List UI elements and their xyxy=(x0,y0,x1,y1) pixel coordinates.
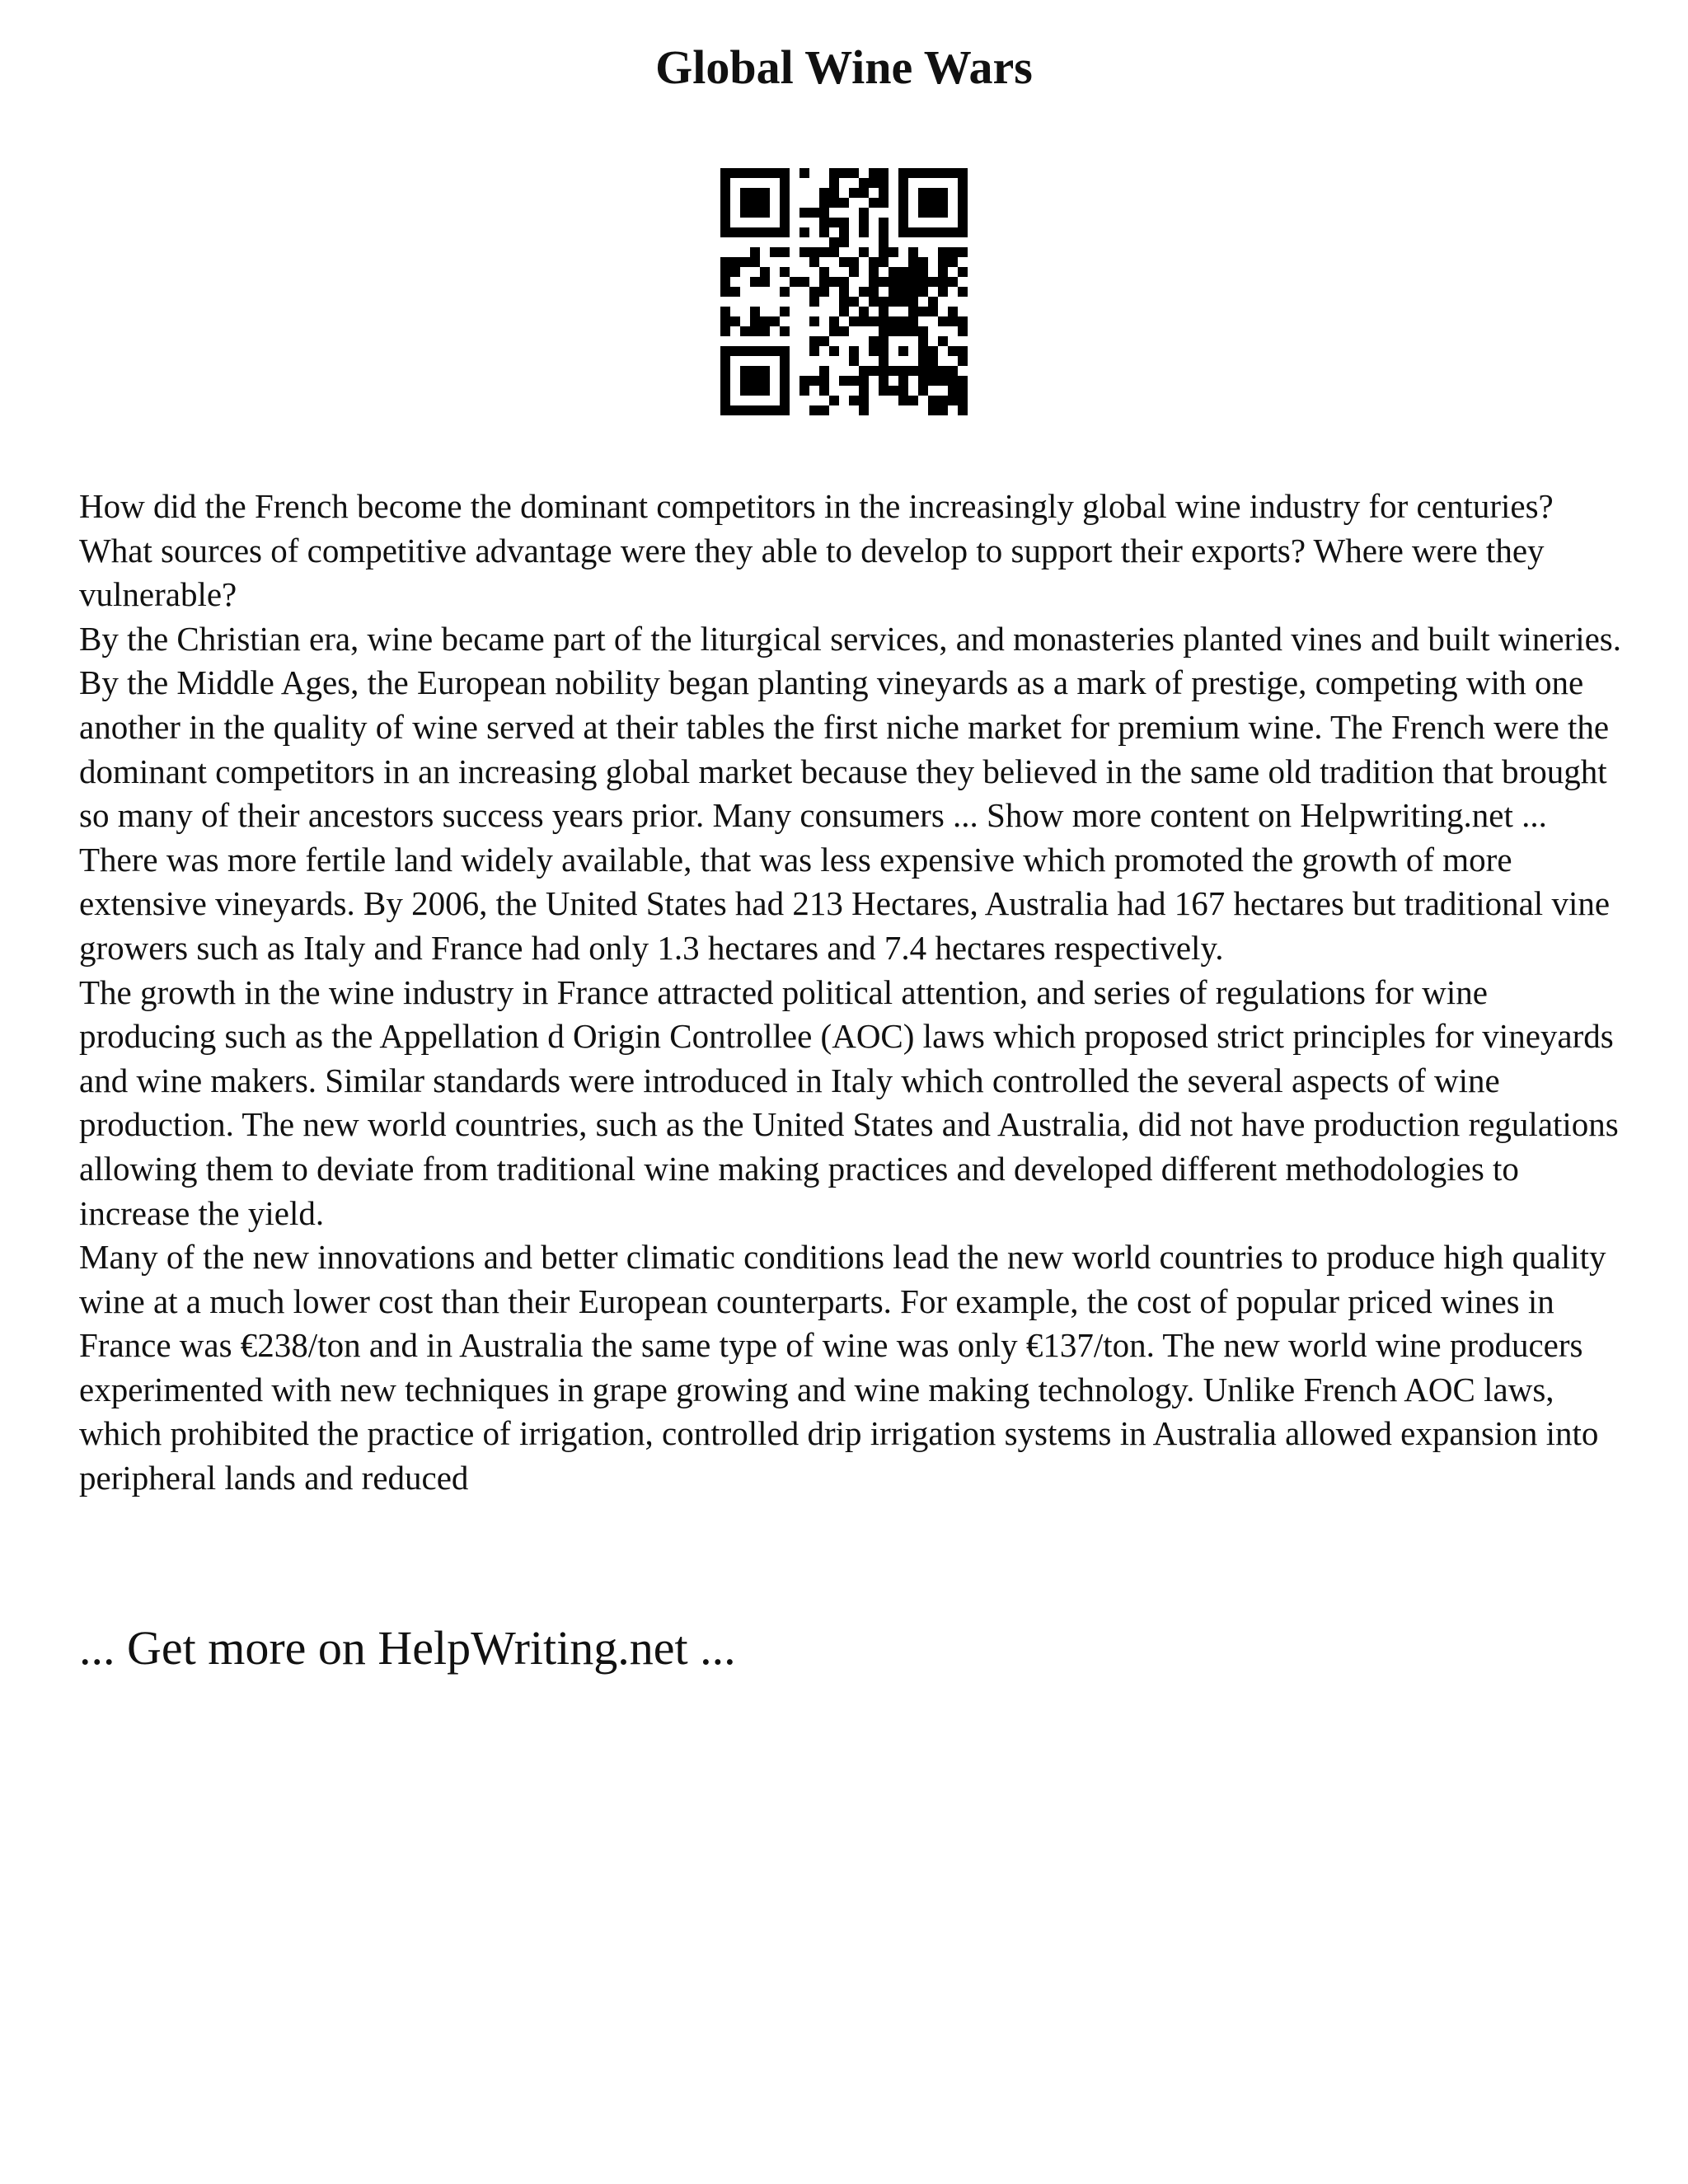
paragraph: By the Christian era, wine became part of the liturgical services, and monasteries planted vines and built wineries. By the Middle Ages, the European nobility began planting vineyards as a mark of prestige, competing with one another in the quality of wine served at their tables the first niche market for premium wine. The French were the dominant competitors in an increasing global market because they believed in the same old tradition that brought so many of their ancestors success years prior. Many consumers ... Show more content on Helpwriting.net ... xyxy=(79,619,1622,835)
paragraph: The growth in the wine industry in France attracted political attention, and series of regulations for wine producing such as the Appellation d Origin Controllee (AOC) laws which proposed strict principles for vineyards and wine makers. Similar standards were introduced in Italy which controlled the several aspects of wine production. The new world countries, such as the United States and Australia, did not have production regulations allowing them to deviate from traditional wine making practices and developed different methodologies to increase the yield. xyxy=(79,972,1619,1232)
paragraph: There was more fertile land widely available, that was less expensive which promoted the growth of more extensive vineyards. By 2006, the United States had 213 Hectares, Australia had 167 hectares but traditional vine growers such as Italy and France had only 1.3 hectares and 7.4 hectares respectively. xyxy=(79,840,1611,967)
paragraph: How did the French become the dominant competitors in the increasingly global wine industry for centuries? What sources of competitive advantage were they able to develop to support their exports? Where were they vulnerable? xyxy=(79,487,1554,614)
page-title: Global Wine Wars xyxy=(655,40,1033,94)
get-more-link[interactable]: ... Get more on HelpWriting.net ... xyxy=(79,1621,736,1675)
article-body xyxy=(79,485,1629,1501)
paragraph: Many of the new innovations and better climatic conditions lead the new world countries to produce high quality wine at a much lower cost than their European counterparts. For example, the cost of popular priced wines in France was €238/ton and in Australia the same type of wine was only €137/ton. The new world wine producers experimented with new techniques in grape growing and wine making technology. Unlike French AOC laws, which prohibited the practice of irrigation, controlled drip irrigation systems in Australia allowed expansion into peripheral lands and reduced xyxy=(79,1238,1606,1497)
qr-code-icon xyxy=(720,168,968,415)
